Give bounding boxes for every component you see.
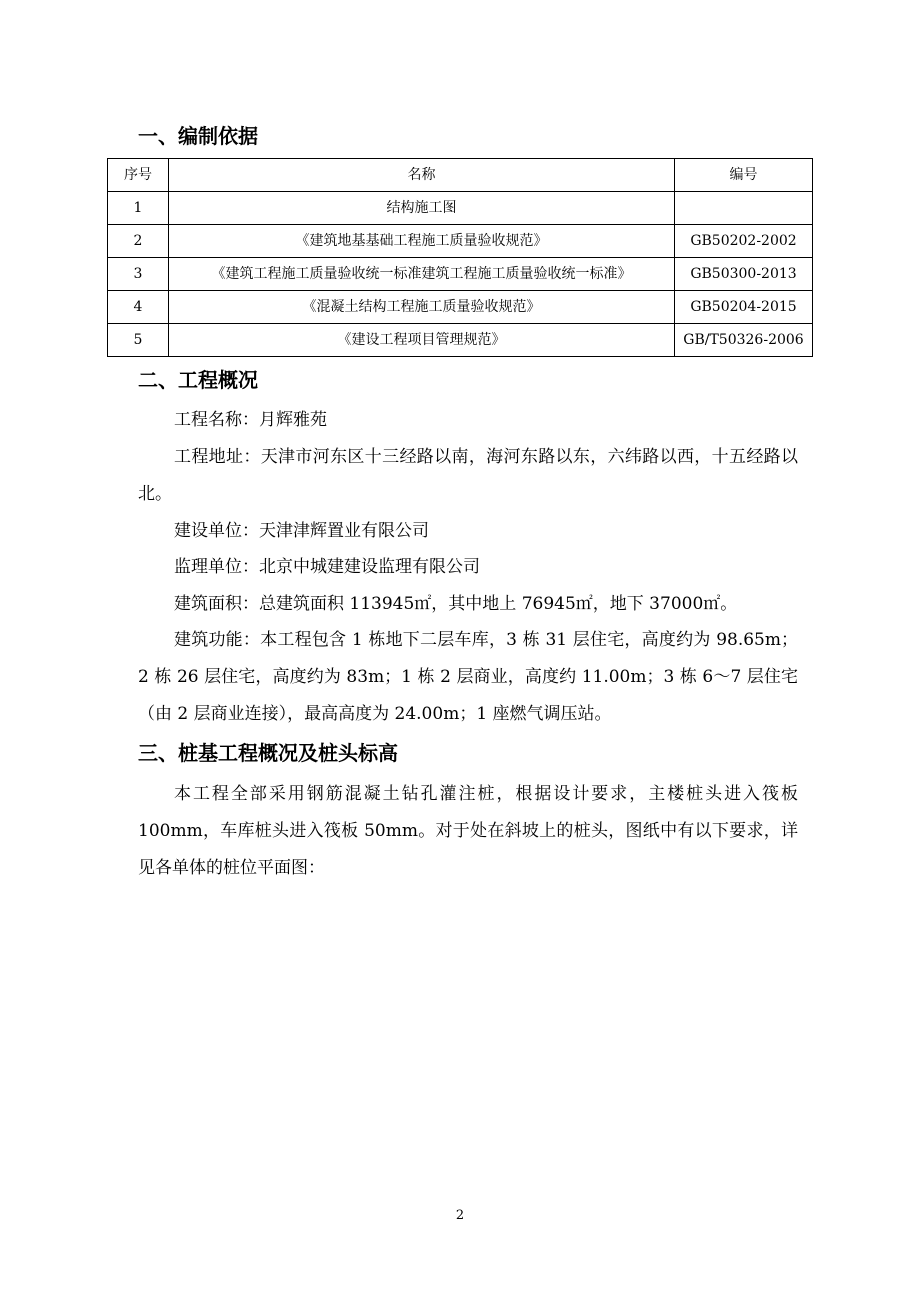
row-index: 2: [108, 225, 169, 258]
project-name: 工程名称：月辉雅苑: [174, 410, 327, 430]
section-heading-pile: 三、桩基工程概况及桩头标高: [138, 741, 398, 765]
row-index: 4: [108, 291, 169, 324]
row-name: 结构施工图: [169, 192, 675, 225]
header-code: 编号: [675, 159, 813, 192]
page-number: 2: [455, 1208, 465, 1223]
header-index: 序号: [108, 159, 169, 192]
pile-description: 本工程全部采用钢筋混凝土钻孔灌注桩，根据设计要求，主楼桩头进入筏板 100mm，车库桩头进入筏板 50mm。对于处在斜坡上的桩头，图纸中有以下要求，详见各单体的桩位平面图：: [138, 784, 798, 878]
reference-table: [107, 158, 813, 357]
row-index: 3: [108, 258, 169, 291]
table-header-row: [108, 159, 813, 192]
row-code: GB50202-2002: [675, 225, 813, 258]
project-supervisor: 监理单位：北京中城建建设监理有限公司: [174, 557, 480, 577]
row-code: GB50204-2015: [675, 291, 813, 324]
table-row: [108, 225, 813, 258]
section-heading-overview: 二、工程概况: [138, 368, 258, 392]
row-index: 1: [108, 192, 169, 225]
table-row: [108, 192, 813, 225]
row-name: 《混凝土结构工程施工质量验收规范》: [169, 291, 675, 324]
project-area: 建筑面积：总建筑面积 113945㎡，其中地上 76945㎡，地下 37000㎡。: [174, 594, 738, 614]
row-name: 《建筑地基基础工程施工质量验收规范》: [169, 225, 675, 258]
table-row: [108, 291, 813, 324]
table-row: [108, 258, 813, 291]
row-code: GB50300-2013: [675, 258, 813, 291]
row-code: [675, 192, 813, 225]
project-address: 工程地址：天津市河东区十三经路以南，海河东路以东，六纬路以西，十五经路以北。: [138, 447, 798, 504]
header-name: 名称: [169, 159, 675, 192]
row-index: 5: [108, 324, 169, 357]
project-function: 建筑功能：本工程包含 1 栋地下二层车库，3 栋 31 层住宅，高度约为 98.65m；2 栋 26 层住宅，高度约为 83m；1 栋 2 层商业，高度约 11.00m；3 栋 6～7 层住宅（由 2 层商业连接），最高高度为 24.00m；1 座燃气调压站。: [138, 630, 798, 724]
row-name: 《建筑工程施工质量验收统一标准建筑工程施工质量验收统一标准》: [169, 258, 675, 291]
section-heading-basis: 一、编制依据: [138, 124, 258, 148]
project-owner: 建设单位：天津津辉置业有限公司: [174, 521, 429, 541]
row-code: GB/T50326-2006: [675, 324, 813, 357]
row-name: 《建设工程项目管理规范》: [169, 324, 675, 357]
table-row: [108, 324, 813, 357]
